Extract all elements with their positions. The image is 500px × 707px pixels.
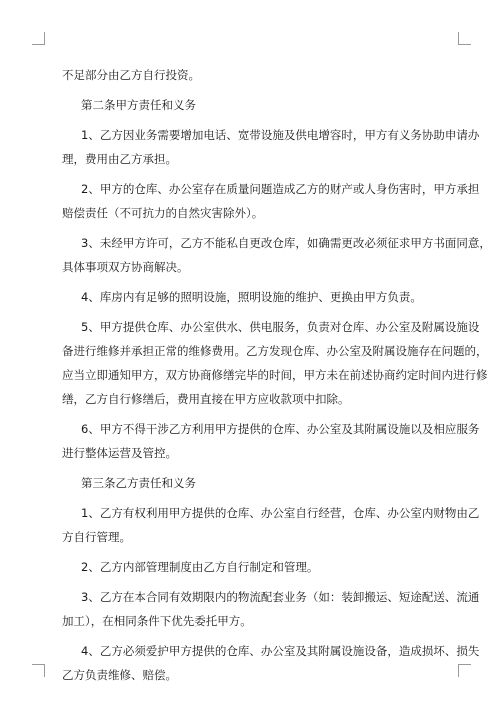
document-line: 进行整体运营及管控。: [62, 446, 177, 460]
document-line: 2、甲方的仓库、办公室存在质量问题造成乙方的财产或人身伤害时，甲方承担: [81, 182, 480, 196]
document-line: 1、乙方因业务需要增加电话、宽带设施及供电增容时，甲方有义务协助申请办: [81, 128, 480, 142]
document-line: 具体事项双方协商解决。: [62, 260, 189, 274]
document-line: 1、乙方有权利用甲方提供的仓库、办公室自行经营，仓库、办公室内财物由乙: [81, 506, 480, 520]
crop-mark-bottom-right: [458, 664, 471, 677]
document-line: 乙方负责维修、赔偿。: [62, 668, 177, 682]
document-line: 4、库房内有足够的照明设施，照明设施的维护、更换由甲方负责。: [81, 290, 422, 304]
document-line: 方自行管理。: [62, 530, 131, 544]
crop-mark-top-right: [458, 32, 471, 45]
document-line: 6、甲方不得干涉乙方利用甲方提供的仓库、办公室及其附属设施以及相应服务: [81, 422, 480, 436]
document-line: 不足部分由乙方自行投资。: [62, 68, 200, 82]
document-line: 3、乙方在本合同有效期限内的物流配套业务（如：装卸搬运、短途配送、流通: [81, 590, 480, 604]
document-line: 加工），在相同条件下优先委托甲方。: [62, 614, 252, 628]
document-line: 备进行维修并承担正常的维修费用。乙方发现仓库、办公室及附属设施存在问题的，: [62, 344, 488, 358]
document-line: 2、乙方内部管理制度由乙方自行制定和管理。: [81, 560, 319, 574]
document-line: 缮，乙方自行修缮后，费用直接在甲方应收款项中扣除。: [62, 392, 350, 406]
crop-mark-bottom-left: [32, 664, 45, 677]
document-line: 应当立即通知甲方，双方协商修缮完毕的时间，甲方未在前述协商约定时间内进行修: [62, 368, 488, 382]
document-body: [62, 63, 491, 687]
document-line: 3、未经甲方许可，乙方不能私自更改仓库，如确需更改必须征求甲方书面同意，: [81, 236, 491, 250]
document-line: 5、甲方提供仓库、办公室供水、供电服务，负责对仓库、办公室及附属设施设: [81, 320, 480, 334]
document-line: 理，费用由乙方承担。: [62, 152, 177, 166]
document-line: 赔偿责任（不可抗力的自然灾害除外）。: [62, 206, 264, 220]
document-line: 第三条乙方责任和义务: [81, 476, 196, 490]
document-line: 4、乙方必须爱护甲方提供的仓库、办公室及其附属设施设备，造成损坏、损失: [81, 644, 480, 658]
document-line: 第二条甲方责任和义务: [81, 98, 196, 112]
crop-mark-top-left: [32, 32, 45, 45]
